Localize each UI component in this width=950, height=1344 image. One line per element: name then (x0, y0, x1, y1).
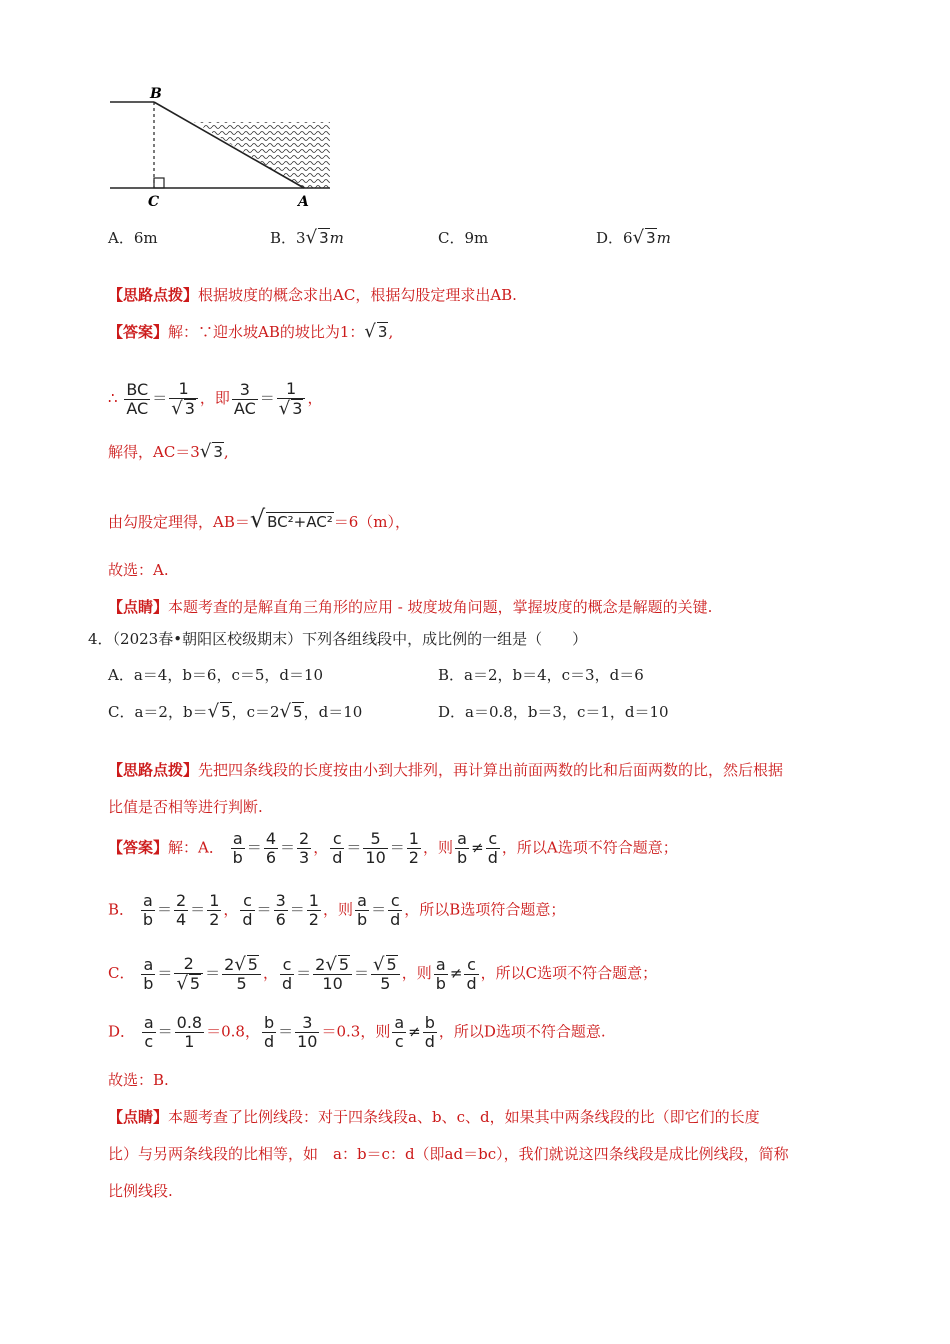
q4-stem: 4．（2023春•朝阳区校级期末）下列各组线段中，成比例的一组是（ ） (88, 630, 588, 648)
q3-answer-ratio: ∴ $\frac{BC}{AC}$ ＝ $\frac{1}{√ 3}$ ，即 $\frac{3}{AC}$ ＝ $\frac{1}{√ 3}$ ， (108, 379, 323, 419)
q4-comment-line1: 【点睛】本题考查了比例线段：对于四条线段a、b、c、d，如果其中两条线段的比（即它们的长度 (108, 1108, 760, 1126)
label-b: B (150, 86, 162, 102)
q4-option-c: C．a＝2，b＝√ 5，c＝2√ 5，d＝10 (108, 701, 363, 722)
water-area (194, 122, 330, 188)
q4-answer-d: D． $\frac{a}{c}$ ＝ $\frac{0.8}{1}$ ＝0.8， $\frac{b}{d}$ ＝ $\frac{3}{10}$ ＝0.3，则 $\frac{a}{c}$ ≠ $\frac{b}{d}$ ，所以D选项不符合题意. (108, 1013, 606, 1051)
q3-option-a: A．6m (108, 229, 158, 247)
q4-comment-line3: 比例线段. (108, 1182, 173, 1200)
q4-option-b: B．a＝2，b＝4，c＝3，d＝6 (438, 666, 644, 684)
q4-answer-choose: 故选：B. (108, 1071, 169, 1089)
q4-option-a: A．a＝4，b＝6，c＝5，d＝10 (108, 666, 324, 684)
label-a: A (298, 194, 309, 210)
q3-hint: 【思路点拨】根据坡度的概念求出AC，根据勾股定理求出AB. (108, 286, 517, 304)
slope-figure (108, 82, 348, 212)
q4-hint-line1: 【思路点拨】先把四条线段的长度按由小到大排列，再计算出前面两数的比和后面两数的比，然后根据 (108, 761, 784, 779)
q4-hint-line2: 比值是否相等进行判断. (108, 798, 263, 816)
q3-option-b: B．3√ 3m (270, 227, 344, 248)
q3-answer-line1: 【答案】解：∵迎水坡AB的坡比为1：√ 3, (108, 321, 394, 342)
q4-comment-line2: 比）与另两条线段的比相等，如 a：b＝c：d（即ad＝bc），我们就说这四条线段是成比例线段，简称 (108, 1145, 789, 1163)
q4-answer-b: B． $\frac{a}{b}$ ＝ $\frac{2}{4}$ ＝ $\frac{1}{2}$ ， $\frac{c}{d}$ ＝ $\frac{3}{6}$ ＝ $\frac{1}{2}$ ，则 $\frac{a}{b}$ ＝ $\frac{c}{d}$ ，所以B选项符合题意； (108, 891, 566, 929)
label-c: C (148, 194, 160, 210)
q3-comment: 【点睛】本题考查的是解直角三角形的应用 - 坡度坡角问题，掌握坡度的概念是解题的关键. (108, 598, 713, 616)
right-angle-mark (154, 178, 164, 188)
q3-answer-solve: 解得，AC＝3√ 3, (108, 441, 229, 462)
q3-option-c: C．9m (438, 229, 489, 247)
q4-answer-c: C． $\frac{a}{b}$ ＝ $\frac{2}{√ 5}$ ＝ $\frac{2√ 5}{5}$ ， $\frac{c}{d}$ ＝ $\frac{2√ 5}{10}$ ＝ $\frac{√ 5}{5}$ ，则 $\frac{a}{b}$ ≠ $\frac{c}{d}$ ，所以C选项不符合题意； (108, 954, 658, 994)
q3-option-d: D．6√ 3m (596, 227, 671, 248)
q3-answer-pyth: 由勾股定理得，AB＝√ BC²+AC²＝6（m）， (108, 505, 411, 533)
q3-answer-choose: 故选：A. (108, 561, 169, 579)
q4-answer-a: 【答案】解：A． $\frac{a}{b}$ ＝ $\frac{4}{6}$ ＝ $\frac{2}{3}$ ， $\frac{c}{d}$ ＝ $\frac{5}{10}$ ＝ $\frac{1}{2}$ ，则 $\frac{a}{b}$ ≠ $\frac{c}{d}$ ，所以A选项不符合题意； (108, 829, 678, 867)
q4-option-d: D．a＝0.8，b＝3，c＝1，d＝10 (438, 703, 669, 721)
